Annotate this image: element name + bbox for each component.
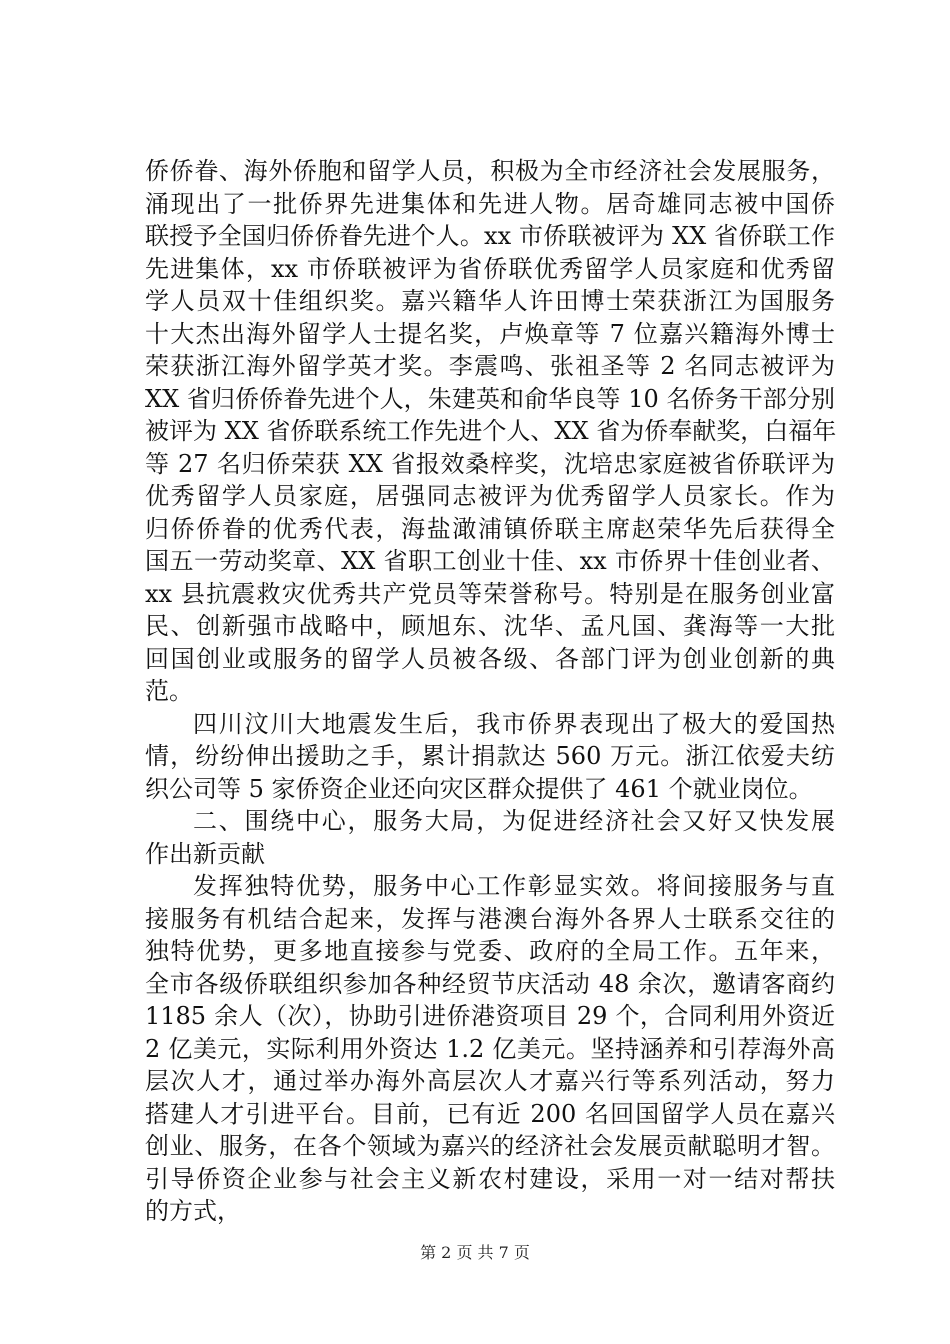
paragraph-p3 xyxy=(145,805,835,870)
paragraph-line: 联授予全国归侨侨眷先进个人。xx 市侨联被评为 XX 省侨联工作 xyxy=(145,222,835,250)
paragraph-line: 作出新贡献 xyxy=(145,839,265,868)
paragraph-line: 四川汶川大地震发生后，我市侨界表现出了极大的爱国热 xyxy=(193,709,835,738)
paragraph-p4 xyxy=(145,870,835,1228)
paragraph-p1 xyxy=(145,155,835,708)
paragraph-line: 国五一劳动奖章、XX 省职工创业十佳、xx 市侨界十佳创业者、 xyxy=(145,547,835,575)
paragraph-line: 优秀留学人员家庭，居强同志被评为优秀留学人员家长。作为 xyxy=(145,482,835,510)
paragraph-line: 学人员双十佳组织奖。嘉兴籍华人许田博士荣获浙江为国服务 xyxy=(145,287,835,315)
paragraph-line: 范。 xyxy=(145,677,193,705)
paragraph-line: 被评为 XX 省侨联系统工作先进个人、XX 省为侨奉献奖，白福年 xyxy=(145,417,837,445)
paragraph-line: 的方式， xyxy=(145,1197,241,1225)
paragraph-line: 搭建人才引进平台。目前，已有近 200 名回国留学人员在嘉兴 xyxy=(145,1099,835,1128)
paragraph-line: 荣获浙江海外留学英才奖。李震鸣、张祖圣等 2 名同志被评为 xyxy=(145,352,835,380)
paragraph-line: 引导侨资企业参与社会主义新农村建设，采用一对一结对帮扶 xyxy=(145,1164,835,1193)
paragraph-line: 十大杰出海外留学人士提名奖，卢焕章等 7 位嘉兴籍海外博士 xyxy=(145,319,835,348)
paragraph-line: 2 亿美元，实际利用外资达 1.2 亿美元。坚持涵养和引荐海外高 xyxy=(145,1034,835,1063)
paragraph-line: 回国创业或服务的留学人员被各级、各部门评为创业创新的典 xyxy=(145,644,835,673)
paragraph-p2 xyxy=(145,708,835,806)
paragraph-line: 层次人才，通过举办海外高层次人才嘉兴行等系列活动，努力 xyxy=(145,1067,835,1095)
paragraph-line: 1185 余人（次），协助引进侨港资项目 29 个，合同利用外资近 xyxy=(145,1002,835,1030)
document-body xyxy=(145,155,835,1228)
paragraph-line: xx 县抗震救灾优秀共产党员等荣誉称号。特别是在服务创业富 xyxy=(145,579,835,608)
paragraph-line: 归侨侨眷的优秀代表，海盐澉浦镇侨联主席赵荣华先后获得全 xyxy=(145,514,835,543)
paragraph-line: 情，纷纷伸出援助之手，累计捐款达 560 万元。浙江依爱夫纺 xyxy=(145,742,835,770)
paragraph-line: 全市各级侨联组织参加各种经贸节庆活动 48 余次，邀请客商约 xyxy=(145,969,835,998)
paragraph-line: 接服务有机结合起来，发挥与港澳台海外各界人士联系交往的 xyxy=(145,904,835,933)
paragraph-line: 侨侨眷、海外侨胞和留学人员，积极为全市经济社会发展服务， xyxy=(145,157,835,185)
paragraph-line: 发挥独特优势，服务中心工作彰显实效。将间接服务与直 xyxy=(193,872,835,900)
paragraph-line: 等 27 名归侨荣获 XX 省报效桑梓奖，沈培忠家庭被省侨联评为 xyxy=(145,449,835,478)
page-footer: 第 2 页 共 7 页 xyxy=(420,1243,530,1262)
paragraph-line: 织公司等 5 家侨资企业还向灾区群众提供了 461 个就业岗位。 xyxy=(145,774,813,803)
paragraph-line: 独特优势，更多地直接参与党委、政府的全局工作。五年来， xyxy=(145,937,835,965)
paragraph-line: 涌现出了一批侨界先进集体和先进人物。居奇雄同志被中国侨 xyxy=(145,189,835,218)
paragraph-line: 先进集体，xx 市侨联被评为省侨联优秀留学人员家庭和优秀留 xyxy=(145,254,835,283)
paragraph-line: 民、创新强市战略中，顾旭东、沈华、孟凡国、龚海等一大批 xyxy=(145,612,835,640)
paragraph-line: 二、围绕中心，服务大局，为促进经济社会又好又快发展 xyxy=(193,807,835,835)
paragraph-line: 创业、服务，在各个领域为嘉兴的经济社会发展贡献聪明才智。 xyxy=(145,1132,835,1160)
paragraph-line: XX 省归侨侨眷先进个人，朱建英和俞华良等 10 名侨务干部分别 xyxy=(145,384,835,413)
